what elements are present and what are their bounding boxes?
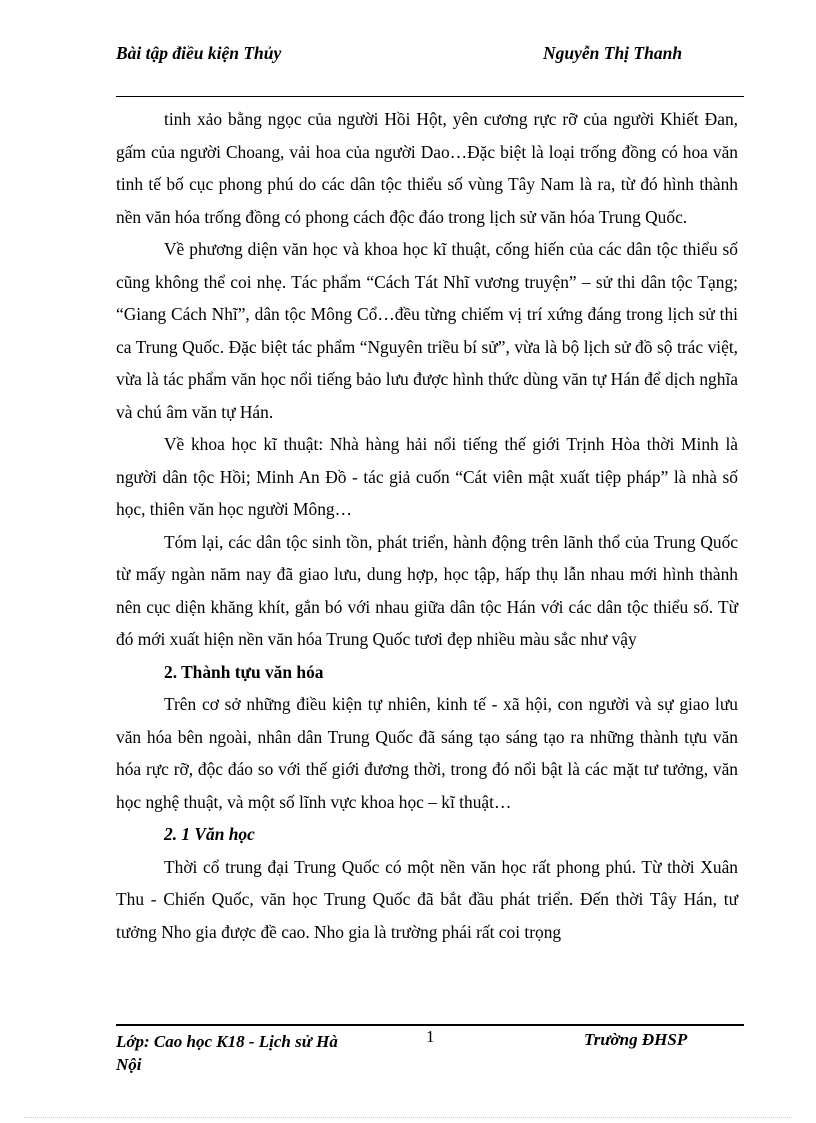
body-paragraph: Thời cổ trung đại Trung Quốc có một nền văn học rất phong phú. Từ thời Xuân Thu - Chiến Quốc, văn học Trung Quốc đã bắt đầu phát triển. Đến thời Tây Hán, tư tưởng Nho gia được đề cao. Nho gia là trường phái rất coi trọng xyxy=(116,856,738,942)
page-edge-divider xyxy=(24,1117,792,1118)
subsection-heading: 2. 1 Văn học xyxy=(164,824,255,844)
footer-left-text: Lớp: Cao học K18 - Lịch sử Hà Nội xyxy=(116,1032,338,1074)
footer-right-text: Trường ĐHSP xyxy=(584,1030,688,1049)
body-paragraph: Trên cơ sở những điều kiện tự nhiên, kinh tế - xã hội, con người và sự giao lưu văn hóa bên ngoài, nhân dân Trung Quốc đã sáng tạo sáng tạo ra những thành tựu văn hóa rực rỡ, độc đáo so với thế giới đương thời, trong đó nổi bật là các mặt tư tưởng, văn học nghệ thuật, và một số lĩnh vực khoa học – kĩ thuật… xyxy=(116,694,738,812)
header-right-text: Nguyễn Thị Thanh xyxy=(543,43,683,63)
page-number: 1 xyxy=(426,1027,435,1046)
header-left-text: Bài tập điều kiện Thủy xyxy=(116,43,282,63)
body-paragraph: tinh xảo bằng ngọc của người Hồi Hột, yên cương rực rỡ của người Khiết Đan, gấm của người Choang, vải hoa của người Dao…Đặc biệt là loại trống đồng có hoa văn tinh tế bố cục phong phú do các dân tộc thiểu số vùng Tây Nam là ra, từ đó hình thành nền văn hóa trống đồng có phong cách độc đáo trong lịch sử văn hóa Trung Quốc. xyxy=(116,109,738,227)
body-paragraph: Về phương diện văn học và khoa học kĩ thuật, cống hiến của các dân tộc thiểu số cũng không thể coi nhẹ. Tác phẩm “Cách Tát Nhĩ vương truyện” – sử thi dân tộc Tạng; “Giang Cách Nhĩ”, dân tộc Mông Cổ…đều từng chiếm vị trí xứng đáng trong lịch sử thi ca Trung Quốc. Đặc biệt tác phẩm “Nguyên triều bí sử”, vừa là bộ lịch sử đồ sộ trác việt, vừa là tác phẩm văn học nổi tiếng bảo lưu được hình thức dùng văn tự Hán để dịch nghĩa và chú âm văn tự Hán. xyxy=(116,239,738,422)
header-divider xyxy=(116,96,744,97)
footer-divider xyxy=(116,1024,744,1026)
document-body xyxy=(116,103,738,948)
body-paragraph: Về khoa học kĩ thuật: Nhà hàng hải nổi tiếng thế giới Trịnh Hòa thời Minh là người dân tộc Hồi; Minh An Đồ - tác giả cuốn “Cát viên mật xuất tiệp pháp” là nhà số học, thiên văn học người Mông… xyxy=(116,434,738,519)
section-heading: 2. Thành tựu văn hóa xyxy=(164,661,324,682)
body-paragraph: Tóm lại, các dân tộc sinh tồn, phát triển, hành động trên lãnh thổ của Trung Quốc từ mấy ngàn năm nay đã giao lưu, dung hợp, học tập, hấp thụ lẫn nhau mới hình thành nên cục diện khăng khít, gắn bó với nhau giữa dân tộc Hán với các dân tộc thiểu số. Từ đó mới xuất hiện nền văn hóa Trung Quốc tươi đẹp nhiều màu sắc như vậy xyxy=(116,531,738,649)
